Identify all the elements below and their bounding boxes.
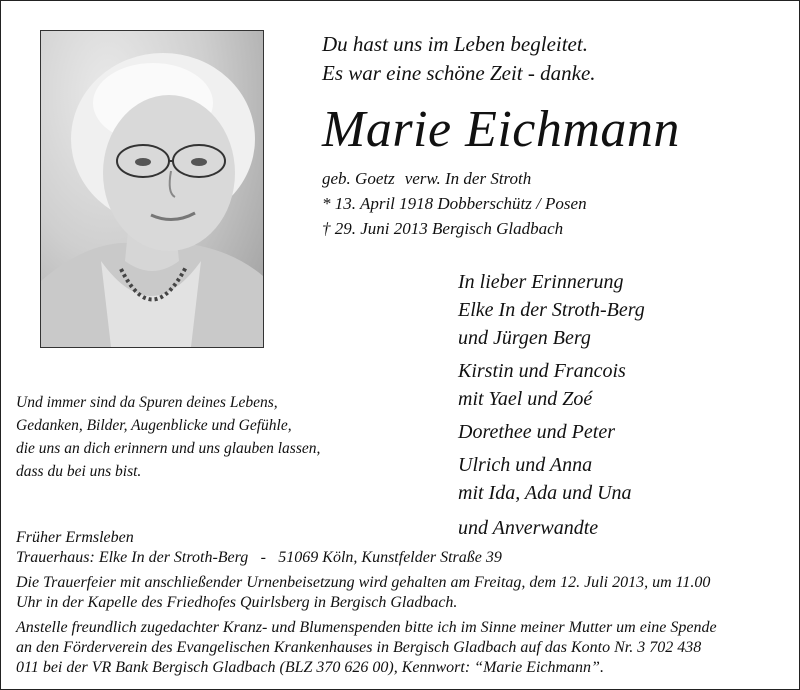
mourner-line: und Anverwandte [458, 517, 599, 539]
family-names-line [322, 166, 587, 191]
mourner-line: mit Yael und Zoé [458, 388, 593, 410]
mourner-line: Kirstin und Francois [458, 360, 626, 382]
ceremony-line: Uhr in der Kapelle des Friedhofes Quirlsberg in Bergisch Gladbach. [16, 594, 458, 611]
mourner-line: Dorethee und Peter [458, 421, 615, 443]
poem-line: Und immer sind da Spuren deines Lebens, [16, 394, 278, 411]
footer-info [16, 528, 717, 678]
mourning-house-separator: - [260, 549, 266, 566]
birth-date: * 13. April 1918 Dobberschütz / Posen [322, 194, 587, 213]
portrait-photo [40, 30, 264, 348]
motto [322, 30, 596, 88]
mourner-line: Elke In der Stroth-Berg [458, 299, 645, 321]
poem-line: Gedanken, Bilder, Augenblicke und Gefühle, [16, 417, 292, 434]
vitals [322, 166, 587, 241]
mourning-house-address: 51069 Köln, Kunstfelder Straße 39 [278, 549, 502, 566]
ceremony-line: Die Trauerfeier mit anschließender Urnenbeisetzung wird gehalten am Freitag, dem 12. Juli 2013, um 11.00 [16, 574, 711, 591]
poem [16, 391, 320, 483]
motto-line: Du hast uns im Leben begleitet. [322, 32, 588, 56]
mourning-house-line [16, 548, 717, 568]
birth-name: geb. Goetz [322, 169, 395, 188]
poem-line: dass du bei uns bist. [16, 463, 142, 480]
death-date: † 29. Juni 2013 Bergisch Gladbach [322, 219, 564, 238]
mourner-line: mit Ida, Ada und Una [458, 482, 632, 504]
portrait-icon [41, 31, 263, 347]
poem-line: die uns an dich erinnern und uns glauben lassen, [16, 440, 321, 457]
mourner-line: Ulrich und Anna [458, 454, 593, 476]
mourner-line: und Jürgen Berg [458, 327, 591, 349]
donation-line: 011 bei der VR Bank Bergisch Gladbach (BLZ 370 626 00), Kennwort: “Marie Eichmann”. [16, 659, 604, 676]
mourning-house-label: Trauerhaus: Elke In der Stroth-Berg [16, 549, 249, 566]
mourners-list [458, 268, 645, 542]
donation-line: an den Förderverein des Evangelischen Krankenhauses in Bergisch Gladbach auf das Konto Nr. 3 702 438 [16, 639, 702, 656]
motto-line: Es war eine schöne Zeit - danke. [322, 61, 596, 85]
donation-line: Anstelle freundlich zugedachter Kranz- und Blumenspenden bitte ich im Sinne meiner Mutter um eine Spende [16, 619, 717, 636]
former-residence: Früher Ermsleben [16, 529, 134, 546]
mourner-line: In lieber Erinnerung [458, 271, 624, 293]
deceased-name: Marie Eichmann [322, 101, 680, 158]
widowed-name: verw. In der Stroth [404, 169, 532, 188]
